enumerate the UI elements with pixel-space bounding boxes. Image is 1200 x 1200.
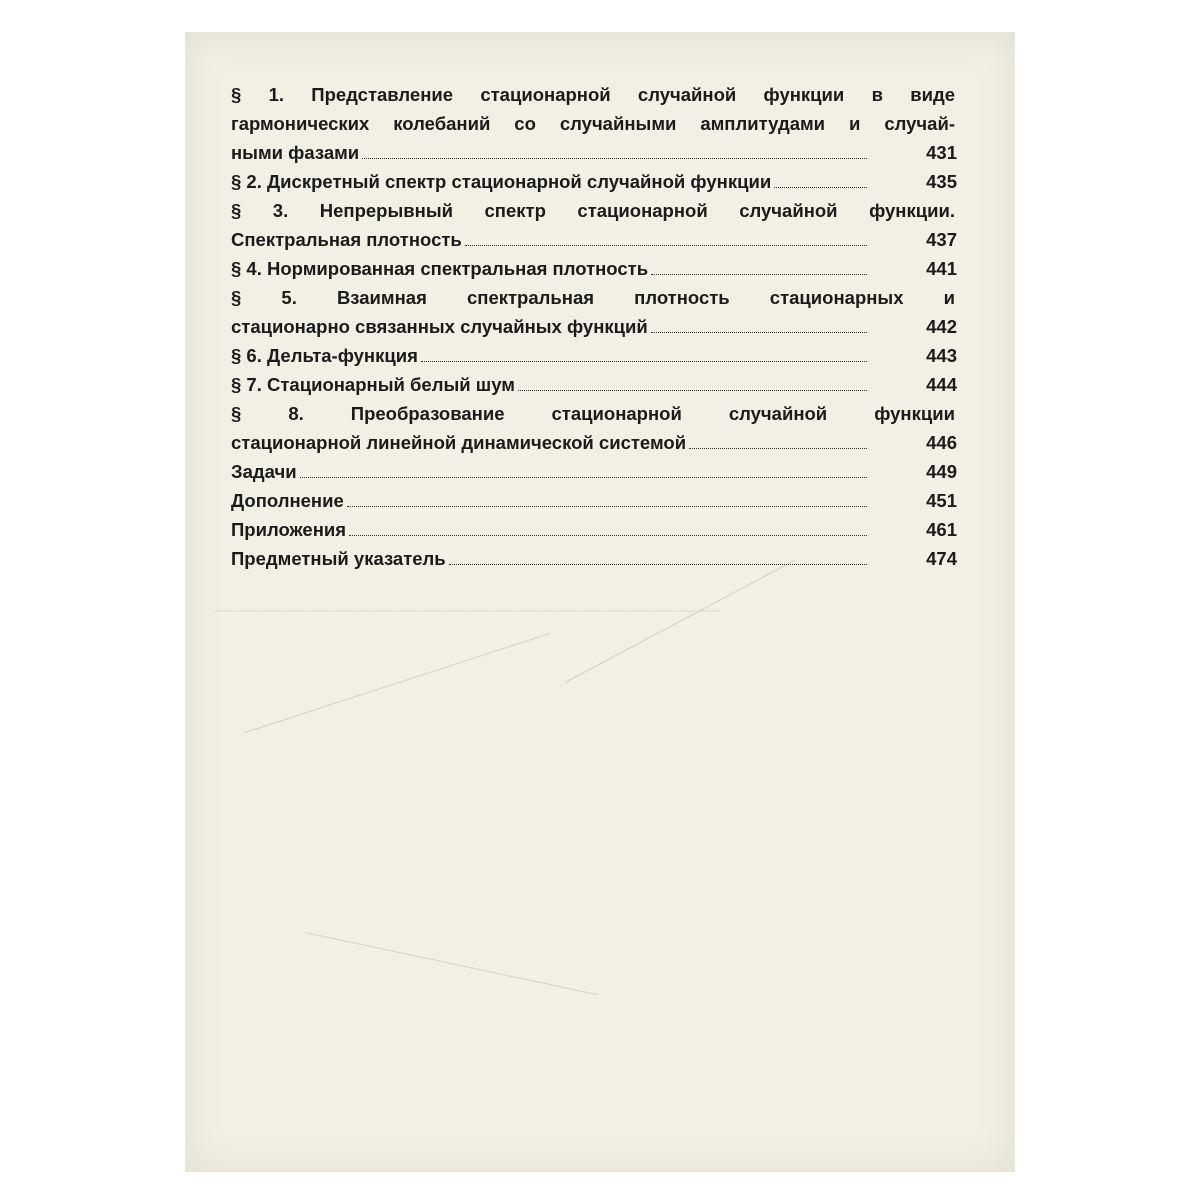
toc-entry-12-line-1 xyxy=(231,548,871,574)
toc-entry-2-line-1 xyxy=(231,171,871,197)
toc-entry-6-text: § 6. Дельта-функция xyxy=(231,345,418,366)
toc-entry-9-page: 449 xyxy=(926,461,957,482)
toc-entry-3-line-1: § 3. Непрерывный спектр стационарной случайной функции. xyxy=(231,200,955,221)
dot-leader xyxy=(449,563,867,565)
toc-entry-7-text: § 7. Стационарный белый шум xyxy=(231,374,515,395)
toc-entry-10-page: 451 xyxy=(926,490,957,511)
toc-entry-8-page: 446 xyxy=(926,432,957,453)
dot-leader xyxy=(347,505,867,507)
toc-entry-12-page: 474 xyxy=(926,548,957,569)
toc-entry-3-text: Спектральная плотность xyxy=(231,229,462,250)
toc-entry-6-line-1 xyxy=(231,345,871,371)
toc-entry-9-line-1 xyxy=(231,461,871,487)
toc-entry-5-page: 442 xyxy=(926,316,957,337)
toc-entry-4-page: 441 xyxy=(926,258,957,279)
toc-entry-3-page: 437 xyxy=(926,229,957,250)
toc-entry-2-page: 435 xyxy=(926,171,957,192)
dot-leader xyxy=(651,273,867,275)
toc-entry-9-text: Задачи xyxy=(231,461,297,482)
toc-entry-12-text: Предметный указатель xyxy=(231,548,446,569)
dot-leader xyxy=(774,186,867,188)
toc-entry-11-line-1 xyxy=(231,519,871,545)
dot-leader xyxy=(300,476,867,478)
dot-leader xyxy=(362,157,867,159)
toc-entry-1-line-2: гармонических колебаний со случайными амплитудами и случай- xyxy=(231,113,955,134)
toc-entry-8-line-1: § 8. Преобразование стационарной случайной функции xyxy=(231,403,955,424)
toc-entry-8-line-2 xyxy=(231,432,871,458)
toc-entry-1-page: 431 xyxy=(926,142,957,163)
dot-leader xyxy=(651,331,867,333)
toc-entry-10-line-1 xyxy=(231,490,871,516)
toc-entry-6-page: 443 xyxy=(926,345,957,366)
book-page xyxy=(185,32,1015,1172)
toc-entry-1-text: ными фазами xyxy=(231,142,360,163)
toc-entry-5-text: стационарно связанных случайных функций xyxy=(231,316,648,337)
toc-entry-2-text: § 2. Дискретный спектр стационарной случайной функции xyxy=(231,171,772,192)
toc-entry-4-line-1 xyxy=(231,258,871,284)
toc-entry-7-line-1 xyxy=(231,374,871,400)
toc-entry-5-line-2 xyxy=(231,316,871,342)
toc-entry-3-line-2 xyxy=(231,229,871,255)
toc-entry-10-text: Дополнение xyxy=(231,490,344,511)
toc-entry-11-page: 461 xyxy=(926,519,957,540)
toc-entry-11-text: Приложения xyxy=(231,519,347,540)
dot-leader xyxy=(518,389,867,391)
toc-entry-8-text: стационарной линейной динамической системой xyxy=(231,432,687,453)
toc-entry-5-line-1: § 5. Взаимная спектральная плотность стационарных и xyxy=(231,287,955,308)
dot-leader xyxy=(349,534,867,536)
dot-leader xyxy=(689,447,867,449)
page-scratch xyxy=(305,932,599,995)
toc-entry-1-line-1: § 1. Представление стационарной случайной функции в виде xyxy=(231,84,955,105)
page-scratch xyxy=(245,633,550,733)
bleed-through-background: —————————————————————— xyxy=(215,596,721,621)
toc-entry-7-page: 444 xyxy=(926,374,957,395)
toc-entry-1-line-3 xyxy=(231,142,871,168)
dot-leader xyxy=(465,244,867,246)
toc-entry-4-text: § 4. Нормированная спектральная плотность xyxy=(231,258,649,279)
dot-leader xyxy=(421,360,867,362)
